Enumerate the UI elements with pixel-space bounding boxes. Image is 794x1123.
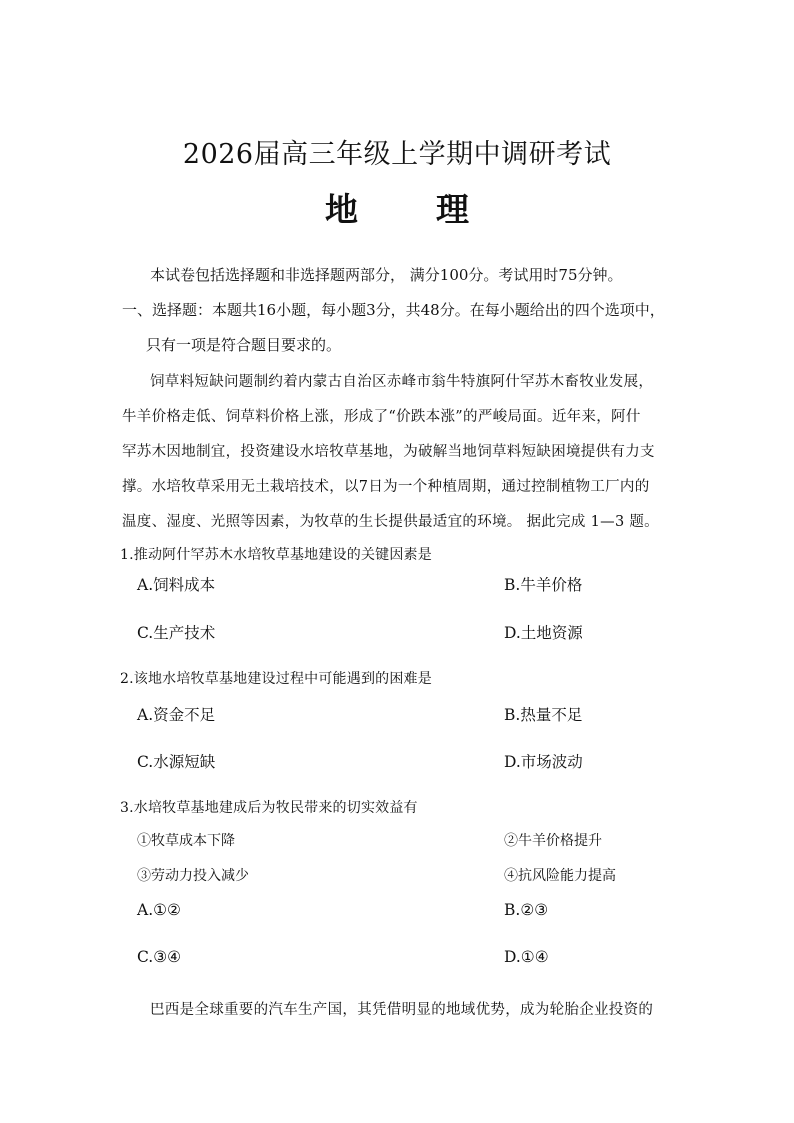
- passage-line: 温度、湿度、光照等因素，为牧草的生长提供最适宜的环境。 据此完成 1—3 题。: [122, 514, 659, 530]
- passage-line: 罕苏木因地制宜，投资建设水培牧草基地，为破解当地饲草料短缺困境提供有力支: [122, 444, 655, 460]
- q2-option-b: B.热量不足: [504, 706, 583, 724]
- subject-char-2: 理: [436, 190, 469, 229]
- q3-statement-3: ③劳动力投入减少: [137, 868, 249, 884]
- section-heading-line-1: 一、选择题：本题共16小题，每小题3分，共48分。在每小题给出的四个选项中，: [122, 301, 665, 319]
- q1-option-a: A.饲料成本: [137, 576, 216, 594]
- subject-char-1: 地: [325, 190, 358, 229]
- exam-title: 2026届高三年级上学期中调研考试: [182, 139, 612, 170]
- q1-option-c: C.生产技术: [137, 624, 216, 642]
- question-stem-1: 1.推动阿什罕苏木水培牧草基地建设的关键因素是: [120, 547, 432, 563]
- q3-option-b: B.②③: [504, 901, 549, 919]
- question-stem-3: 3.水培牧草基地建成后为牧民带来的切实效益有: [120, 800, 418, 816]
- passage-line: 牛羊价格走低、饲草料价格上涨，形成了“价跌本涨”的严峻局面。近年来，阿什: [122, 409, 641, 425]
- passage-line: 撑。水培牧草采用无土栽培技术，以7日为一个种植周期，通过控制植物工厂内的: [122, 479, 650, 495]
- q2-option-c: C.水源短缺: [137, 753, 216, 771]
- passage-line: 巴西是全球重要的汽车生产国，其凭借明显的地域优势，成为轮胎企业投资的: [150, 1002, 654, 1018]
- q1-option-d: D.土地资源: [504, 624, 583, 642]
- q3-statement-1: ①牧草成本下降: [137, 833, 235, 849]
- q3-option-d: D.①④: [504, 948, 549, 966]
- q3-statement-2: ②牛羊价格提升: [504, 833, 602, 849]
- q1-option-b: B.牛羊价格: [504, 576, 583, 594]
- q2-option-a: A.资金不足: [137, 706, 216, 724]
- q3-option-c: C.③④: [137, 948, 182, 966]
- section-heading-line-2: 只有一项是符合题目要求的。: [146, 336, 342, 354]
- passage-line: 饲草料短缺问题制约着内蒙古自治区赤峰市翁牛特旗阿什罕苏木畜牧业发展，: [150, 374, 654, 390]
- q3-option-a: A.①②: [137, 901, 181, 919]
- subject-heading: [0, 184, 794, 231]
- exam-intro: 本试卷包括选择题和非选择题两部分， 满分100分。考试用时75分钟。: [150, 266, 623, 284]
- question-stem-2: 2.该地水培牧草基地建设过程中可能遇到的困难是: [120, 671, 432, 687]
- q2-option-d: D.市场波动: [504, 753, 583, 771]
- q3-statement-4: ④抗风险能力提高: [504, 868, 616, 884]
